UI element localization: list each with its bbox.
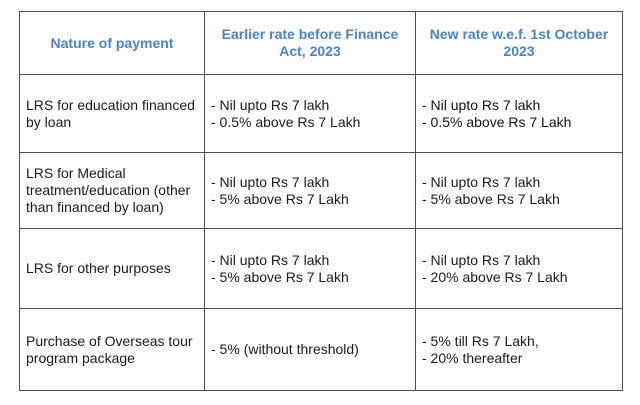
rate-line: - Nil upto Rs 7 lakh bbox=[211, 173, 330, 190]
rate-line: - 20% thereafter bbox=[422, 349, 523, 366]
rate-line: - 0.5% above Rs 7 Lakh bbox=[211, 113, 361, 130]
table-row bbox=[20, 229, 623, 309]
table-row bbox=[20, 153, 623, 229]
header-earlier-rate: Earlier rate before Finance Act, 2023 bbox=[205, 12, 416, 75]
rate-line: - Nil upto Rs 7 lakh bbox=[211, 251, 330, 268]
new-rate-cell bbox=[416, 229, 623, 309]
earlier-rate-cell bbox=[205, 153, 416, 229]
new-rate-cell bbox=[416, 309, 623, 391]
rate-line: - Nil upto Rs 7 lakh bbox=[422, 251, 541, 268]
rate-line: - 5% (without threshold) bbox=[211, 341, 359, 357]
rate-line: - Nil upto Rs 7 lakh bbox=[211, 96, 330, 113]
nature-cell: LRS for Medical treatment/education (other than financed by loan) bbox=[20, 153, 205, 229]
new-rate-cell bbox=[416, 75, 623, 153]
earlier-rate-cell bbox=[205, 229, 416, 309]
rate-line: - Nil upto Rs 7 lakh bbox=[422, 96, 541, 113]
table-row bbox=[20, 309, 623, 391]
table-row bbox=[20, 75, 623, 153]
rate-line: - 5% above Rs 7 Lakh bbox=[211, 190, 349, 207]
header-nature-of-payment: Nature of payment bbox=[20, 12, 205, 75]
rate-line: - 0.5% above Rs 7 Lakh bbox=[422, 113, 572, 130]
rate-line: - 5% above Rs 7 Lakh bbox=[422, 190, 560, 207]
new-rate-cell bbox=[416, 153, 623, 229]
nature-cell: LRS for education financed by loan bbox=[20, 75, 205, 153]
nature-cell: LRS for other purposes bbox=[20, 229, 205, 309]
rate-line: - 5% above Rs 7 Lakh bbox=[211, 268, 349, 285]
earlier-rate-cell bbox=[205, 75, 416, 153]
header-new-rate: New rate w.e.f. 1st October 2023 bbox=[416, 12, 623, 75]
tcs-rates-table bbox=[19, 11, 623, 391]
rate-line: - 5% till Rs 7 Lakh, bbox=[422, 332, 539, 349]
table-header-row bbox=[20, 12, 623, 75]
nature-cell: Purchase of Overseas tour program package bbox=[20, 309, 205, 391]
rate-line: - 20% above Rs 7 Lakh bbox=[422, 268, 568, 285]
earlier-rate-cell bbox=[205, 309, 416, 391]
rate-line: - Nil upto Rs 7 lakh bbox=[422, 173, 541, 190]
